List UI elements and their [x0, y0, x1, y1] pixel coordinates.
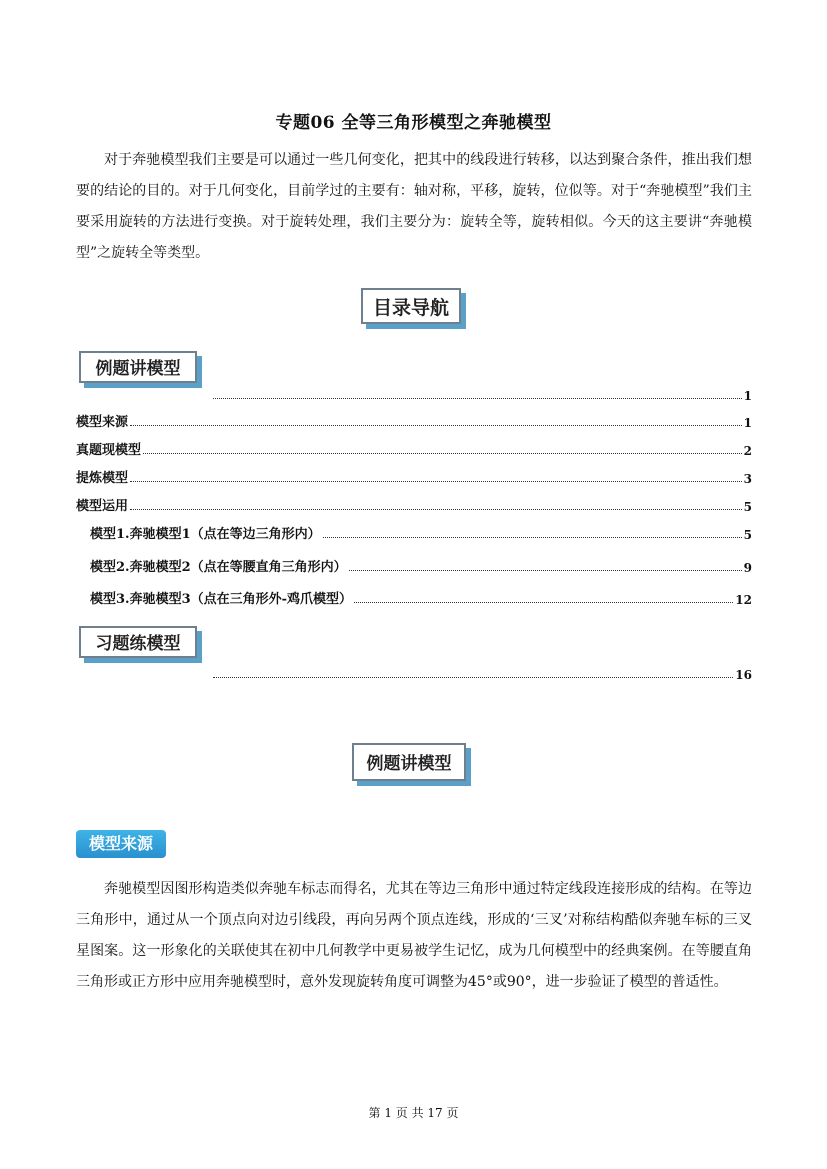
toc-entry-label: 模型3.奔驰模型3（点在三角形外-鸡爪模型）: [90, 592, 353, 607]
page-title: 专题06 全等三角形模型之奔驰模型: [275, 113, 552, 133]
toc-leader: [354, 602, 733, 603]
toc-entry-page: 5: [743, 528, 752, 542]
toc-entry[interactable]: [211, 385, 752, 403]
toc-entry-page: 3: [743, 472, 752, 486]
toc-entry-page: 12: [735, 593, 752, 607]
toc-entry[interactable]: [76, 412, 752, 430]
toc-entry-page: 16: [735, 668, 752, 682]
nav-heading: 目录导航: [361, 288, 461, 324]
section-label-examples: 例题讲模型: [79, 351, 197, 383]
toc-entry-label: 模型2.奔驰模型2（点在等腰直角三角形内）: [90, 560, 347, 575]
intro-paragraph: 对于奔驰模型我们主要是可以通过一些几何变化，把其中的线段进行转移，以达到聚合条件，推出我们想要的结论的目的。对于几何变化，目前学过的主要有：轴对称，平移，旋转，位似等。对于“奔驰模型”我们主要采用旋转的方法进行变换。对于旋转处理，我们主要分为：旋转全等，旋转相似。今天的这主要讲“奔驰模型”之旋转全等类型。: [76, 152, 752, 261]
toc-entry-page: 2: [743, 444, 752, 458]
section-heading-examples: 例题讲模型: [352, 743, 466, 781]
toc-entry[interactable]: [211, 664, 752, 682]
toc-entry-page: 1: [743, 416, 752, 430]
toc-leader: [213, 677, 733, 678]
toc-entry[interactable]: [76, 468, 752, 486]
toc-entry-page: 1: [743, 389, 752, 403]
toc-entry[interactable]: [76, 496, 752, 514]
model-source-badge: 模型来源: [76, 830, 166, 858]
toc-entry-label: 模型来源: [76, 415, 129, 430]
toc-entry-label: 真题现模型: [76, 443, 142, 458]
toc-entry[interactable]: [76, 440, 752, 458]
toc-entry-page: 5: [743, 500, 752, 514]
toc-leader: [130, 509, 742, 510]
toc-leader: [213, 398, 742, 399]
toc-entry[interactable]: [90, 557, 752, 575]
section-label-exercises: 习题练模型: [79, 626, 197, 658]
toc-entry-label: 模型运用: [76, 499, 129, 514]
toc-leader: [143, 453, 742, 454]
toc-entry[interactable]: [90, 524, 752, 542]
toc-leader: [130, 425, 742, 426]
page-footer: 第 1 页 共 17 页: [368, 1106, 459, 1120]
toc-leader: [323, 537, 742, 538]
model-source-paragraph: 奔驰模型因图形构造类似奔驰车标志而得名，尤其在等边三角形中通过特定线段连接形成的结构。在等边三角形中，通过从一个顶点向对边引线段，再向另两个顶点连线，形成的‘三叉’对称结构酷似奔驰车标的三叉星图案。这一形象化的关联使其在初中几何教学中更易被学生记忆，成为几何模型中的经典案例。在等腰直角三角形或正方形中应用奔驰模型时，意外发现旋转角度可调整为45°或90°，进一步验证了模型的普适性。: [76, 881, 752, 990]
toc-entry-page: 9: [743, 561, 752, 575]
toc-leader: [349, 570, 742, 571]
toc-entry[interactable]: [90, 589, 752, 607]
toc-leader: [130, 481, 742, 482]
toc-entry-label: 提炼模型: [76, 471, 129, 486]
toc-entry-label: 模型1.奔驰模型1（点在等边三角形内）: [90, 527, 321, 542]
